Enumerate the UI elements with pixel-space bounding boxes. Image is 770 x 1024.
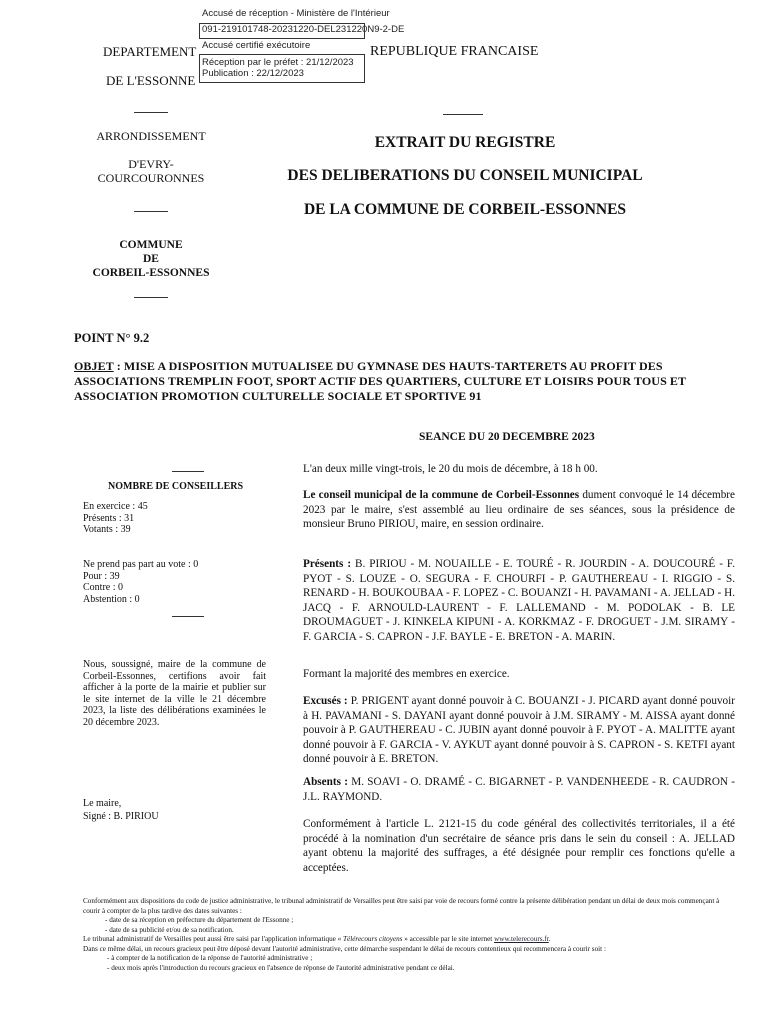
majorite-paragraph: Formant la majorité des membres en exercice. xyxy=(303,668,510,680)
excuses-paragraph xyxy=(303,694,735,767)
counts-block xyxy=(83,501,266,536)
title-commune: DE LA COMMUNE DE CORBEIL-ESSONNES xyxy=(303,201,627,218)
divider xyxy=(134,112,168,113)
commune-label-3: CORBEIL-ESSONNES xyxy=(92,267,210,279)
vote-pour: Pour : 39 xyxy=(83,570,120,582)
objet-label: OBJET xyxy=(74,359,114,373)
excuses-list: P. PRIGENT ayant donné pouvoir à C. BOUANZI - J. PICARD ayant donné pouvoir à H. PAVAMANI - S. DAYANI ayant donné pouvoir à J.M. SIRAMY - M. AISSA ayant donné pouvoir à P. GAUTHEREAU - C. JUBIN ayant donné pouvoir à F. PYOT - A. MALITTE ayant donné pouvoir à F. GARCIA - V. AYKUT ayant donné pouvoir à S. CAPRON - S. KETFI ayant donné pouvoir à E. BRETON. xyxy=(303,695,735,766)
certification-text: Nous, soussigné, maire de la commune de Corbeil-Essonnes, certifions avoir fait afficher à la porte de la mairie et publier sur le site internet de la ville le 21 décembre 2023, la liste des délibérations examinées le 20 décembre 2023. xyxy=(83,659,266,728)
intro-paragraph: L'an deux mille vingt-trois, le 20 du mois de décembre, à 18 h 00. xyxy=(303,463,598,475)
footer-text: Le tribunal administratif de Versailles peut aussi être saisi par l'application informatique « xyxy=(83,935,344,943)
stamp-id: 091-219101748-20231220-DEL231220N9-2-DE xyxy=(202,24,405,35)
nombre-conseillers-title: NOMBRE DE CONSEILLERS xyxy=(108,481,244,492)
count-presents: Présents : 31 xyxy=(83,512,135,524)
footer-line: Dans ce même délai, un recours gracieux peut être déposé devant l'autorité administrative, cette démarche suspendant le délai de recours contentieux qui recommencera à courir soit : xyxy=(83,944,606,953)
legal-footer xyxy=(83,897,723,973)
arrondissement-label: ARRONDISSEMENT xyxy=(96,129,206,143)
objet-text: : MISE A DISPOSITION MUTUALISEE DU GYMNASE DES HAUTS-TARTERETS AU PROFIT DES ASSOCIATIONS TREMPLIN FOOT, SPORT ACTIF DES QUARTIERS, CULTURE ET LOISIRS POUR TOUS ET ASSOCIATION PROMOTION CULTURELLE SOCIALE ET SPORTIVE 91 xyxy=(74,359,686,403)
divider xyxy=(443,114,483,115)
convocation-paragraph xyxy=(303,488,735,532)
footer-bullet: - deux mois après l'introduction du recours gracieux en l'absence de réponse de l'autorité administrative pendant ce délai. xyxy=(107,963,455,972)
vote-ne-prend: Ne prend pas part au vote : 0 xyxy=(83,559,199,570)
footer-line: Conformément aux dispositions du code de justice administrative, le tribunal administratif de Versailles peut être saisi par voie de recours formé contre la présente délibération pendant un délai de deux mois commençant à courir à compter de la plus tardive des dates suivantes : xyxy=(83,897,720,915)
stamp-reception-title: Accusé de réception - Ministère de l'Intérieur xyxy=(202,8,390,19)
divider xyxy=(172,471,204,472)
title-registre: EXTRAIT DU REGISTRE xyxy=(374,134,556,151)
vote-block xyxy=(83,559,266,605)
presents-paragraph xyxy=(303,557,735,645)
departement-label: DEPARTEMENT xyxy=(103,44,197,59)
vote-abstention: Abstention : 0 xyxy=(83,593,140,605)
evry-label-1: D'EVRY- xyxy=(128,157,174,171)
republique-label: REPUBLIQUE FRANCAISE xyxy=(370,44,539,59)
footer-text: . xyxy=(548,935,551,943)
footer-bullet: - date de sa publicité et/ou de sa notification. xyxy=(105,925,234,934)
count-votants: Votants : 39 xyxy=(83,524,131,535)
divider xyxy=(134,297,168,298)
stamp-publication-date: Publication : 22/12/2023 xyxy=(202,68,304,79)
excuses-label: Excusés : xyxy=(303,695,348,707)
essonne-label: DE L'ESSONNE xyxy=(106,73,196,88)
count-exercice: En exercice : 45 xyxy=(83,501,148,512)
commune-label-2: DE xyxy=(143,253,159,265)
maire-label: Le maire, xyxy=(83,798,122,809)
presents-label: Présents : xyxy=(303,558,352,570)
telerecours-link[interactable]: www.telerecours.fr xyxy=(494,935,549,943)
divider xyxy=(134,211,168,212)
evry-label-2: COURCOURONNES xyxy=(97,171,205,185)
conseil-bold: Le conseil municipal de la commune de Corbeil-Essonnes xyxy=(303,489,580,501)
stamp-executoire: Accusé certifié exécutoire xyxy=(202,40,311,51)
signature: Signé : B. PIRIOU xyxy=(83,811,159,822)
vote-contre: Contre : 0 xyxy=(83,582,123,593)
title-deliberations: DES DELIBERATIONS DU CONSEIL MUNICIPAL xyxy=(287,167,643,184)
conseil-rest: dument convoqué le 14 décembre 2023 par le maire, s'est assemblé au lieu ordinaire de ses séances, sous la présidence de monsieur Bruno PIRIOU, maire, en session ordinaire. xyxy=(303,489,736,531)
footer-bullet: - à compter de la notification de la réponse de l'autorité administrative ; xyxy=(107,954,313,962)
secretaire-paragraph: Conformément à l'article L. 2121-15 du code général des collectivités territoriales, il a été procédé à la nomination d'un secrétaire de séance pris dans le sein du conseil : A. JELLAD ayant obtenu la majorité des suffrages, a été désignée pour remplir ces fonctions qu'elle a acceptées. xyxy=(303,818,735,874)
absents-label: Absents : xyxy=(303,776,348,788)
divider xyxy=(172,616,204,617)
stamp-reception-date: Réception par le préfet : 21/12/2023 xyxy=(202,57,354,68)
absents-paragraph xyxy=(303,775,735,804)
footer-bullet: - date de sa réception en préfecture du département de l'Essonne ; xyxy=(105,916,294,924)
commune-label-1: COMMUNE xyxy=(119,239,183,251)
seance-date: SEANCE DU 20 DECEMBRE 2023 xyxy=(419,431,595,443)
telerecours-name: Télérecours citoyens xyxy=(343,935,403,943)
objet-block xyxy=(74,359,738,404)
absents-list: M. SOAVI - O. DRAMÉ - C. BIGARNET - P. VANDENHEEDE - R. CAUDRON - J.L. RAYMOND. xyxy=(303,776,735,803)
point-number: POINT N° 9.2 xyxy=(74,331,150,345)
footer-line xyxy=(83,935,723,945)
footer-text: » accessible par le site internet xyxy=(402,935,495,943)
presents-list: B. PIRIOU - M. NOUAILLE - E. TOURÉ - R. JOURDIN - A. DOUCOURÉ - F. PYOT - S. LOUZE - O. SEGURA - F. CHOURFI - P. GAUTHEREAU - I. RIGGIO - S. RENARD - H. BOUKOUBAA - F. LOPEZ - C. BOUANZI - H. PAVAMANI - A. JELLAD - H. JACQ - F. ARNOULD-LAURENT - F. LALLEMAND - M. PODOLAK - B. LE DROUMAGUET - J. KINKELA KIPUNI - A. KORKMAZ - F. DROGUET - J.M. SIRAMY - F. GARCIA - S. CAPRON - J.F. BAYLE - E. BRETON - A. MARIN. xyxy=(303,558,735,643)
